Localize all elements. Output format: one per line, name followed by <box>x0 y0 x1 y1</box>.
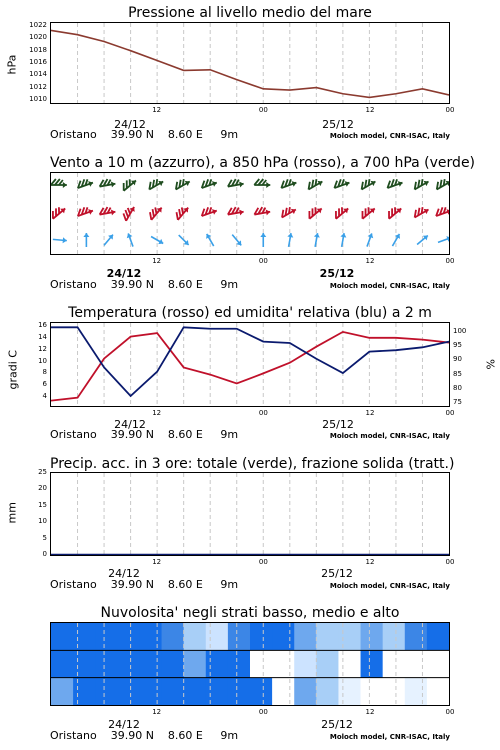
y-tick-label: 10 <box>38 356 47 365</box>
cloud-cell <box>228 623 251 650</box>
y-tick-label: 12 <box>38 344 47 353</box>
y-tick-label: 4 <box>42 392 47 401</box>
cloud-cell <box>162 623 185 650</box>
date-label-1: 24/12 <box>114 418 146 431</box>
wind850-barb <box>147 204 164 222</box>
date-label-1: 24/12 <box>106 267 142 280</box>
x-tick-label: 12 <box>365 708 375 716</box>
model-label: Moloch model, CNR-ISAC, Italy <box>329 132 450 140</box>
y-tick-label: 0 <box>42 550 47 558</box>
cloud-cell <box>206 623 229 650</box>
wind10-arrow <box>83 233 89 247</box>
cloud-cell <box>316 623 339 650</box>
y-tick-label-right: 80 <box>453 383 462 392</box>
temperature-panel <box>0 300 500 450</box>
cloud-chart <box>51 623 449 705</box>
cloud-cell <box>95 623 118 650</box>
wind850-barb <box>306 204 324 221</box>
cloud-cell <box>361 650 384 677</box>
cloud-cell <box>139 678 162 705</box>
cloud-cell <box>250 650 273 677</box>
cloud-cell <box>361 623 384 650</box>
y-tick-label: 1020 <box>29 33 47 42</box>
wind-chart <box>51 173 449 254</box>
cloud-cell <box>117 623 140 650</box>
temperature-title: Temperatura (rosso) ed umidita' relativa (blu) a 2 m <box>68 305 432 321</box>
x-tick-label: 00 <box>258 409 268 417</box>
cloud-cell <box>405 623 428 650</box>
wind-plot <box>50 172 450 255</box>
cloud-cell <box>73 678 96 705</box>
cloud-cell <box>117 650 140 677</box>
x-tick-label: 12 <box>152 708 162 716</box>
x-tick-label: 12 <box>152 257 162 265</box>
wind850-barb <box>412 204 430 220</box>
humidity-ylabel: % <box>484 359 498 370</box>
y-tick-label-right: 85 <box>453 369 462 378</box>
cloud-cell <box>361 678 384 705</box>
wind700-barb <box>359 176 377 192</box>
precip-chart <box>51 473 449 555</box>
cloud-cell <box>184 623 207 650</box>
wind850-barb <box>434 205 449 219</box>
pressure-panel <box>0 0 500 150</box>
date-label-1: 24/12 <box>108 567 140 580</box>
wind10-arrow <box>260 233 266 247</box>
location-label: Oristano 39.90 N 8.60 E 9m <box>50 729 239 742</box>
x-tick-label: 12 <box>152 106 162 114</box>
temperature-plot <box>50 322 450 407</box>
cloud-plot <box>50 622 450 706</box>
wind850-barb <box>359 204 377 221</box>
cloud-cell <box>250 623 273 650</box>
date-label-2: 25/12 <box>321 718 353 731</box>
date-label-2: 25/12 <box>322 118 354 131</box>
temperature-ylabel: gradi C <box>6 350 20 390</box>
x-tick-label: 12 <box>365 257 375 265</box>
temperature-line <box>51 332 449 401</box>
y-tick-label: 25 <box>38 468 47 476</box>
pressure-title: Pressione al livello medio del mare <box>128 5 372 21</box>
wind700-barb <box>254 179 270 188</box>
y-tick-label-right: 90 <box>453 355 462 364</box>
model-label: Moloch model, CNR-ISAC, Italy <box>329 733 450 741</box>
wind850-barb <box>76 205 94 219</box>
y-tick-label: 15 <box>38 500 47 509</box>
cloud-cell <box>405 678 428 705</box>
wind700-barb <box>434 176 449 192</box>
precip-ylabel: mm <box>5 502 19 524</box>
cloud-cell <box>405 650 428 677</box>
y-tick-label: 1018 <box>29 45 47 54</box>
wind850-barb <box>279 204 297 220</box>
precip-panel <box>0 450 500 600</box>
cloud-cell <box>250 678 273 705</box>
date-label-2: 25/12 <box>322 418 354 431</box>
cloud-cell <box>139 650 162 677</box>
x-tick-label: 12 <box>365 558 375 566</box>
wind10-arrow <box>437 235 449 245</box>
y-tick-label: 14 <box>38 332 47 341</box>
y-tick-label: 1022 <box>29 21 47 30</box>
x-tick-label: 00 <box>445 708 455 716</box>
y-tick-label: 20 <box>38 484 47 493</box>
x-tick-label: 00 <box>445 409 455 417</box>
date-label-2: 25/12 <box>319 267 355 280</box>
precip-title: Precip. acc. in 3 ore: totale (verde), frazione solida (tratt.) <box>50 456 455 472</box>
wind850-barb <box>227 206 244 218</box>
pressure-ylabel: hPa <box>5 54 19 75</box>
y-tick-label-right: 75 <box>453 398 462 407</box>
cloud-cell <box>294 650 317 677</box>
cloud-cell <box>338 623 361 650</box>
y-tick-label: 1016 <box>29 58 47 66</box>
wind850-barb <box>200 205 218 219</box>
pressure-chart <box>51 23 449 103</box>
wind700-barb <box>227 178 244 190</box>
cloud-cell <box>95 650 118 677</box>
cloud-cell <box>206 650 229 677</box>
cloud-cell <box>51 623 74 650</box>
cloud-cell <box>294 623 317 650</box>
wind10-arrow <box>53 236 67 243</box>
model-label: Moloch model, CNR-ISAC, Italy <box>329 282 450 290</box>
cloud-cell <box>117 678 140 705</box>
cloud-cell <box>338 678 361 705</box>
wind700-barb <box>120 176 138 193</box>
x-tick-label: 12 <box>152 409 162 417</box>
cloud-cell <box>73 650 96 677</box>
cloud-cell <box>95 678 118 705</box>
cloud-cell <box>383 623 406 650</box>
cloud-cell <box>162 678 185 705</box>
cloud-cell <box>272 623 295 650</box>
wind700-barb <box>76 177 94 191</box>
wind700-barb <box>332 177 350 191</box>
wind700-barb <box>385 177 403 191</box>
cloud-cell <box>383 650 406 677</box>
x-tick-label: 12 <box>152 558 162 566</box>
wind700-barb <box>146 176 164 192</box>
y-tick-label: 10 <box>38 517 47 526</box>
x-tick-label: 12 <box>365 106 375 114</box>
model-label: Moloch model, CNR-ISAC, Italy <box>329 582 450 590</box>
location-label: Oristano 39.90 N 8.60 E 9m <box>50 578 239 591</box>
cloud-cell <box>338 650 361 677</box>
wind850-barb <box>253 206 270 218</box>
y-tick-label: 8 <box>42 368 47 377</box>
cloud-panel <box>0 600 500 750</box>
x-tick-label: 00 <box>445 558 455 566</box>
y-tick-label: 1012 <box>29 82 47 91</box>
wind850-barb <box>332 204 350 221</box>
wind700-barb <box>279 177 297 191</box>
cloud-cell <box>51 650 74 677</box>
pressure-line <box>51 30 449 97</box>
temperature-chart <box>51 323 449 406</box>
cloud-cell <box>427 678 449 705</box>
y-tick-label-right: 100 <box>453 326 467 335</box>
cloud-cell <box>206 678 229 705</box>
date-label-2: 25/12 <box>321 567 353 580</box>
cloud-cell <box>272 678 295 705</box>
x-tick-label: 00 <box>445 106 455 114</box>
cloud-cell <box>316 650 339 677</box>
model-label: Moloch model, CNR-ISAC, Italy <box>329 432 450 440</box>
wind-title: Vento a 10 m (azzurro), a 850 hPa (rosso), a 700 hPa (verde) <box>50 155 476 171</box>
x-tick-label: 12 <box>365 409 375 417</box>
y-tick-label-right: 95 <box>453 340 462 349</box>
cloud-cell <box>316 678 339 705</box>
cloud-cell <box>427 623 449 650</box>
x-tick-label: 00 <box>258 106 268 114</box>
x-tick-label: 00 <box>258 708 268 716</box>
cloud-cell <box>162 650 185 677</box>
cloud-cell <box>427 650 449 677</box>
y-tick-label: 16 <box>38 320 47 329</box>
cloud-cell <box>294 678 317 705</box>
cloud-cell <box>228 650 251 677</box>
x-tick-label: 00 <box>258 558 268 566</box>
y-tick-label: 1010 <box>29 94 47 103</box>
location-label: Oristano 39.90 N 8.60 E 9m <box>50 128 239 141</box>
wind700-barb <box>51 179 67 188</box>
wind-panel <box>0 150 500 300</box>
y-tick-label: 1014 <box>29 70 47 79</box>
cloud-cell <box>383 678 406 705</box>
y-tick-label: 5 <box>42 533 47 542</box>
precip-plot <box>50 472 450 556</box>
wind850-barb <box>121 204 137 222</box>
cloud-cell <box>73 623 96 650</box>
cloud-cell <box>228 678 251 705</box>
wind700-barb <box>200 177 218 191</box>
y-tick-label: 6 <box>42 380 47 389</box>
wind850-barb <box>99 206 116 218</box>
wind850-barb <box>51 204 67 221</box>
location-label: Oristano 39.90 N 8.60 E 9m <box>50 278 239 291</box>
cloud-cell <box>272 650 295 677</box>
date-label-1: 24/12 <box>108 718 140 731</box>
x-tick-label: 00 <box>258 257 268 265</box>
x-tick-label: 00 <box>445 257 455 265</box>
wind700-barb <box>306 176 324 192</box>
date-label-1: 24/12 <box>114 118 146 131</box>
location-label: Oristano 39.90 N 8.60 E 9m <box>50 428 239 441</box>
wind850-barb <box>173 204 190 222</box>
wind700-barb <box>412 176 430 192</box>
cloud-title: Nuvolosita' negli strati basso, medio e alto <box>100 605 400 621</box>
cloud-cell <box>51 678 74 705</box>
cloud-cell <box>184 678 207 705</box>
wind700-barb <box>173 176 191 192</box>
wind700-barb <box>99 178 116 190</box>
cloud-cell <box>184 650 207 677</box>
pressure-plot <box>50 22 450 104</box>
cloud-cell <box>139 623 162 650</box>
wind850-barb <box>385 204 403 221</box>
